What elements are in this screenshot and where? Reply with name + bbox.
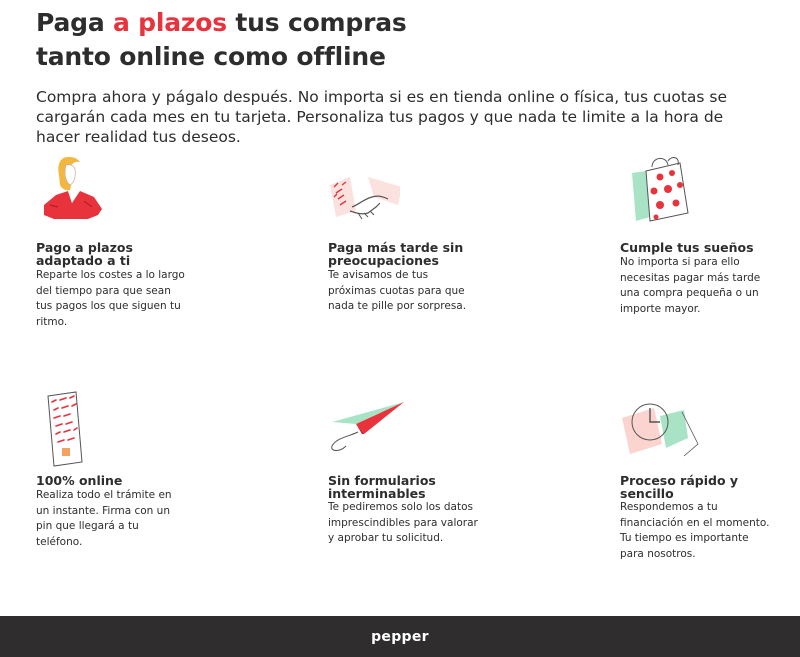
footer — [0, 616, 800, 657]
shopping-bag-icon — [626, 155, 698, 227]
feature-title: Cumple tus sueños — [620, 240, 754, 255]
feature-text: Respondemos a tu financiación en el momento. Tu tiempo es importante para nosotros. — [620, 501, 770, 560]
title-line2: tanto online como offline — [36, 42, 386, 71]
title-accent: a plazos — [113, 8, 227, 37]
clock-icon — [620, 394, 700, 466]
feature-title: Paga más tarde sin preocupaciones — [328, 240, 464, 268]
feature-title: Proceso rápido y sencillo — [620, 473, 739, 501]
feature-text: Reparte los costes a lo largo del tiempo para que sean tus pagos los que siguen tu ritmo. — [36, 269, 185, 328]
feature-title: Pago a plazos adaptado a ti — [36, 240, 133, 268]
handshake-icon — [328, 167, 400, 239]
person-icon — [40, 155, 112, 227]
feature-text: Te avisamos de tus próximas cuotas para que nada te pille por sorpresa. — [328, 269, 467, 312]
feature-title: 100% online — [36, 473, 123, 488]
intro-text: Compra ahora y págalo después. No importa si es en tienda online o física, tus cuotas se cargarán cada mes en tu tarjeta. Personaliza tus pagos y que nada te limite a la hora de hacer realidad tus deseos. — [36, 88, 728, 146]
pepper-logo[interactable]: pepper — [371, 629, 429, 645]
feature-text: Te pediremos solo los datos imprescindibles para valorar y aprobar tu solicitud. — [328, 501, 478, 544]
feature-text: No importa si para ello necesitas pagar más tarde una compra pequeña o un importe mayor. — [620, 256, 761, 315]
title-part1: Paga — [36, 8, 113, 37]
title-part2: tus compras — [226, 8, 407, 37]
page-title — [36, 6, 407, 74]
paper-plane-icon — [328, 394, 408, 466]
feature-title: Sin formularios interminables — [328, 473, 436, 501]
feature-text: Realiza todo el trámite en un instante. Firma con un pin que llegará a tu teléfono. — [36, 489, 172, 548]
phone-icon — [42, 388, 114, 468]
